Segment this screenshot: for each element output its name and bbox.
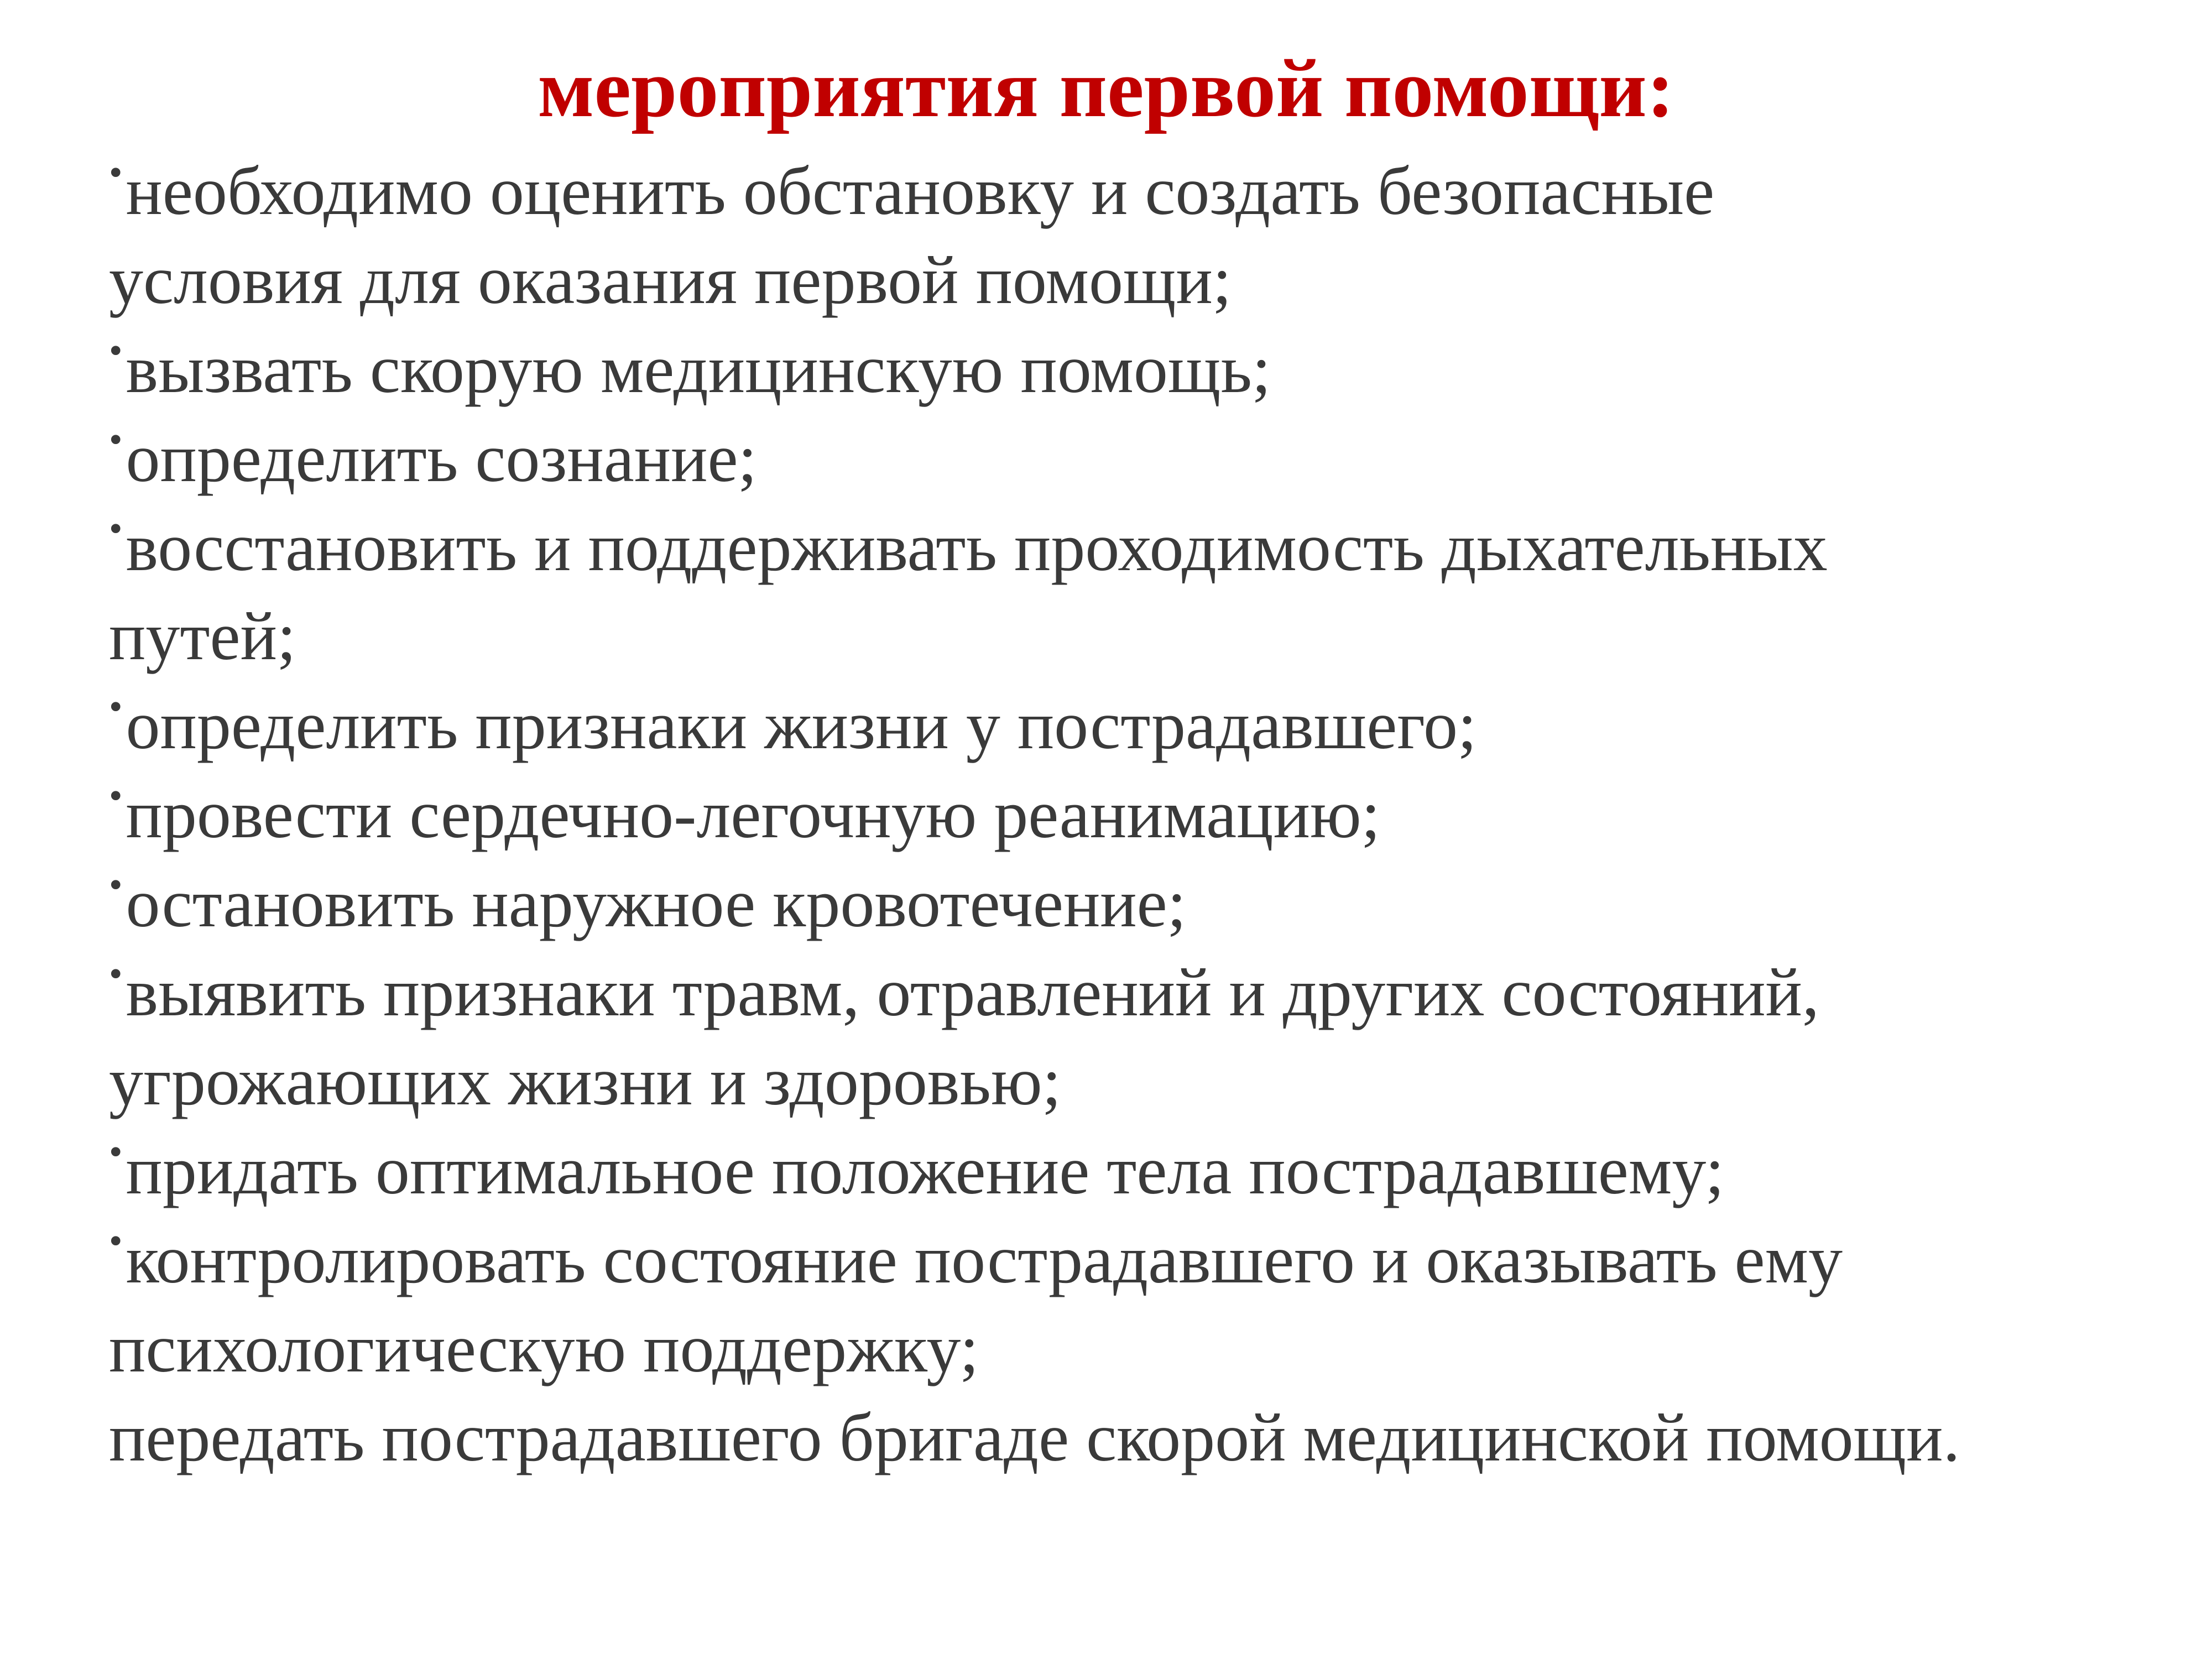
list-item-line bbox=[109, 592, 2188, 681]
list-item-text: остановить наружное кровотечение; bbox=[126, 865, 1187, 941]
bullet-icon: • bbox=[109, 953, 123, 995]
list-item bbox=[109, 770, 2188, 859]
list-item-line bbox=[109, 1304, 2188, 1393]
bullet-icon: • bbox=[109, 1131, 123, 1173]
list-item-text: угрожающих жизни и здоровью; bbox=[109, 1044, 1062, 1119]
list-item-text: передать пострадавшего бригаде скорой медицинской помощи. bbox=[109, 1400, 1960, 1475]
list-item-text: психологическую поддержку; bbox=[109, 1311, 979, 1386]
list-item bbox=[109, 1393, 2188, 1482]
list-item-text: вызвать скорую медицинскую помощь; bbox=[126, 331, 1271, 407]
list-item-text: определить признаки жизни у пострадавшего; bbox=[126, 687, 1477, 763]
list-item-line bbox=[109, 1215, 2188, 1304]
list-item-text: придать оптимальное положение тела пострадавшему; bbox=[126, 1133, 1725, 1208]
list-item-line bbox=[109, 236, 2188, 325]
list-item-line bbox=[109, 948, 2188, 1037]
list-item-text: определить сознание; bbox=[126, 420, 758, 496]
list-item-line bbox=[109, 147, 2188, 236]
list-item-text: путей; bbox=[109, 598, 296, 674]
list-item-line bbox=[109, 1126, 2188, 1215]
bullet-icon: • bbox=[109, 775, 123, 817]
list-item-text: провести сердечно-легочную реанимацию; bbox=[126, 776, 1381, 852]
bullet-icon: • bbox=[109, 686, 123, 728]
list-item-line bbox=[109, 414, 2188, 503]
list-item bbox=[109, 503, 2188, 681]
bullet-icon: • bbox=[109, 1220, 123, 1262]
bullet-icon: • bbox=[109, 330, 123, 372]
list-item-text: необходимо оценить обстановку и создать безопасные bbox=[126, 153, 1715, 229]
list-item bbox=[109, 1126, 2188, 1215]
list-item-line bbox=[109, 1037, 2188, 1126]
list-item bbox=[109, 948, 2188, 1126]
slide-title: мероприятия первой помощи: bbox=[538, 43, 1674, 134]
bullet-icon: • bbox=[109, 864, 123, 906]
list-item-line bbox=[109, 770, 2188, 859]
list-item-line bbox=[109, 1393, 2188, 1482]
list-item-text: восстановить и поддерживать проходимость дыхательных bbox=[126, 509, 1828, 585]
list-item-line bbox=[109, 325, 2188, 414]
list-item-line bbox=[109, 681, 2188, 770]
list-item-line bbox=[109, 503, 2188, 592]
bullet-icon: • bbox=[109, 152, 123, 194]
list-item-text: контролировать состояние пострадавшего и оказывать ему bbox=[126, 1222, 1843, 1297]
bullet-icon: • bbox=[109, 419, 123, 461]
list-item bbox=[109, 325, 2188, 414]
bullet-icon: • bbox=[109, 508, 123, 550]
list-item bbox=[109, 414, 2188, 503]
list-item-text: условия для оказания первой помощи; bbox=[109, 242, 1232, 318]
list-item bbox=[109, 147, 2188, 325]
list-item bbox=[109, 1215, 2188, 1393]
list-item bbox=[109, 859, 2188, 948]
list-item bbox=[109, 681, 2188, 770]
list-item-text: выявить признаки травм, отравлений и других состояний, bbox=[126, 954, 1819, 1030]
list-item-line bbox=[109, 859, 2188, 948]
first-aid-list bbox=[109, 147, 2188, 1482]
